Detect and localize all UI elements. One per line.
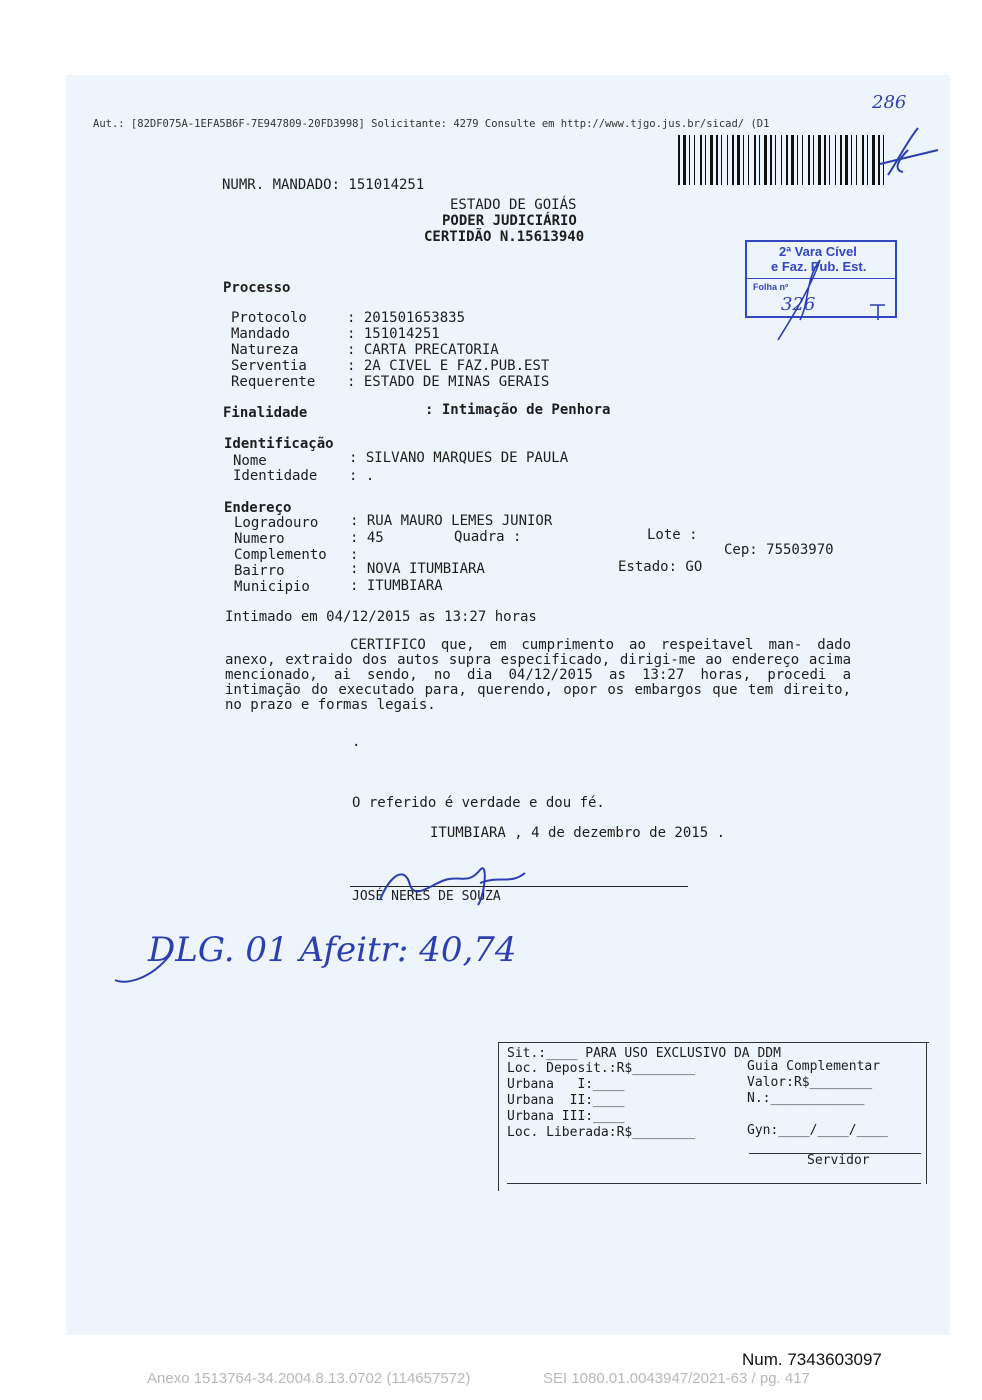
endereco-title: Endereço (224, 500, 292, 516)
signature-scribble-icon (868, 120, 948, 180)
ddm-right-edge (926, 1042, 927, 1184)
serventia-label: Serventia (231, 358, 307, 374)
lote-field: Lote : (647, 527, 698, 543)
requerente-label: Requerente (231, 374, 316, 390)
verdade-line: O referido é verdade e dou fé. (352, 795, 605, 811)
stamp-line-2: e Faz. Pub. Est. (771, 259, 867, 274)
ddm-loc-liberada: Loc. Liberada:R$________ (507, 1125, 695, 1140)
identidade-value: : . (349, 468, 375, 484)
ddm-box (498, 1042, 929, 1191)
certifico-text: CERTIFICO que, em cumprimento ao respeitavel man- dado anexo, extraido dos autos supra especificado, dirigi-me ao endereço acima mencionado, ai sendo, no dia 04/12/2015 as 13:27 horas, procedi a intimação do executado para, querendo, opor os embargos que tem direito, no prazo e formas legais. (225, 637, 851, 713)
footer-anexo: Anexo 1513764-34.2004.8.13.0702 (114657572) (147, 1370, 471, 1387)
numero-label: Numero (234, 531, 285, 547)
certificate-heading: CERTIDÃO N.15613940 (424, 229, 585, 245)
ddm-bottom-line (507, 1183, 921, 1184)
handwritten-swoosh-icon (110, 950, 190, 990)
nome-label: Nome (233, 453, 267, 469)
stamp-folha-label: Folha nº (753, 282, 789, 292)
ddm-loc-deposit: Loc. Deposit.:R$________ (507, 1061, 695, 1076)
handwritten-note: DLG. 01 Afeitr: 40,74 (148, 930, 517, 970)
signer-name: JOSÉ NERES DE SOUZA (352, 889, 501, 904)
municipio-value: : ITUMBIARA (350, 578, 443, 594)
authentication-line: Aut.: [82DF075A-1EFA5B6F-7E947809-20FD3998] Solicitante: 4279 Consulte em http://www.tjgo.jus.br/sicad/ (D1 (93, 118, 770, 130)
footer-sei: SEI 1080.01.0043947/2021-63 / pg. 417 (543, 1370, 810, 1387)
processo-title: Processo (223, 280, 291, 296)
bairro-label: Bairro (234, 563, 285, 579)
mandado-label: Mandado (231, 326, 291, 342)
identificacao-title: Identificação (224, 436, 334, 452)
date-line: ITUMBIARA , 4 de dezembro de 2015 . (430, 825, 726, 841)
ddm-urbana-3: Urbana III:____ (507, 1109, 625, 1124)
estado-field: Estado: GO (618, 559, 703, 575)
cep-field: Cep: 75503970 (724, 542, 834, 558)
natureza-label: Natureza (231, 342, 299, 358)
complemento-value: : (350, 547, 359, 563)
mandado-value: : 151014251 (347, 326, 440, 342)
logradouro-label: Logradouro (234, 515, 319, 531)
ddm-gyn: Gyn:____/____/____ (747, 1123, 888, 1138)
numero-value: : 45 (350, 530, 384, 546)
stamp-handwriting-icon (760, 250, 900, 345)
serventia-value: : 2A CIVEL E FAZ.PUB.EST (347, 358, 550, 374)
municipio-label: Municipio (234, 579, 310, 595)
mandado-number: NUMR. MANDADO: 151014251 (222, 177, 425, 193)
ddm-n: N.:____________ (747, 1091, 865, 1106)
ddm-guia: Guia Complementar (747, 1059, 881, 1074)
protocolo-label: Protocolo (231, 310, 307, 326)
barcode (676, 133, 896, 189)
nome-value: : SILVANO MARQUES DE PAULA (349, 450, 569, 466)
identidade-label: Identidade (233, 468, 318, 484)
logradouro-value: : RUA MAURO LEMES JUNIOR (350, 513, 553, 529)
finalidade-value: : Intimação de Penhora (425, 402, 611, 418)
ddm-servidor: Servidor (807, 1153, 870, 1168)
ddm-sit: Sit.:____ PARA USO EXCLUSIVO DA DDM (507, 1046, 781, 1061)
certifico-paragraph (225, 638, 851, 713)
intimado-line: Intimado em 04/12/2015 as 13:27 horas (225, 609, 537, 625)
quadra-field: Quadra : (454, 529, 522, 545)
bairro-value: : NOVA ITUMBIARA (350, 561, 485, 577)
requerente-value: : ESTADO DE MINAS GERAIS (347, 374, 550, 390)
state-heading: ESTADO DE GOIÁS (450, 197, 577, 213)
stamp-line-1: 2ª Vara Cível (779, 244, 857, 259)
stamp-folha-value: 326 (781, 294, 816, 315)
dot-mark: . (352, 734, 361, 750)
handwritten-page-number: 286 (872, 92, 907, 113)
protocolo-value: : 201501653835 (347, 310, 466, 326)
ddm-urbana-2: Urbana II:____ (507, 1093, 625, 1108)
natureza-value: : CARTA PRECATORIA (347, 342, 499, 358)
ddm-urbana-1: Urbana I:____ (507, 1077, 625, 1092)
power-heading: PODER JUDICIÁRIO (442, 213, 577, 229)
footer-num: Num. 7343603097 (742, 1350, 882, 1369)
handwritten-signature-icon (350, 855, 550, 915)
complemento-label: Complemento (234, 547, 327, 563)
ddm-valor: Valor:R$________ (747, 1075, 873, 1090)
finalidade-label: Finalidade (223, 405, 308, 421)
